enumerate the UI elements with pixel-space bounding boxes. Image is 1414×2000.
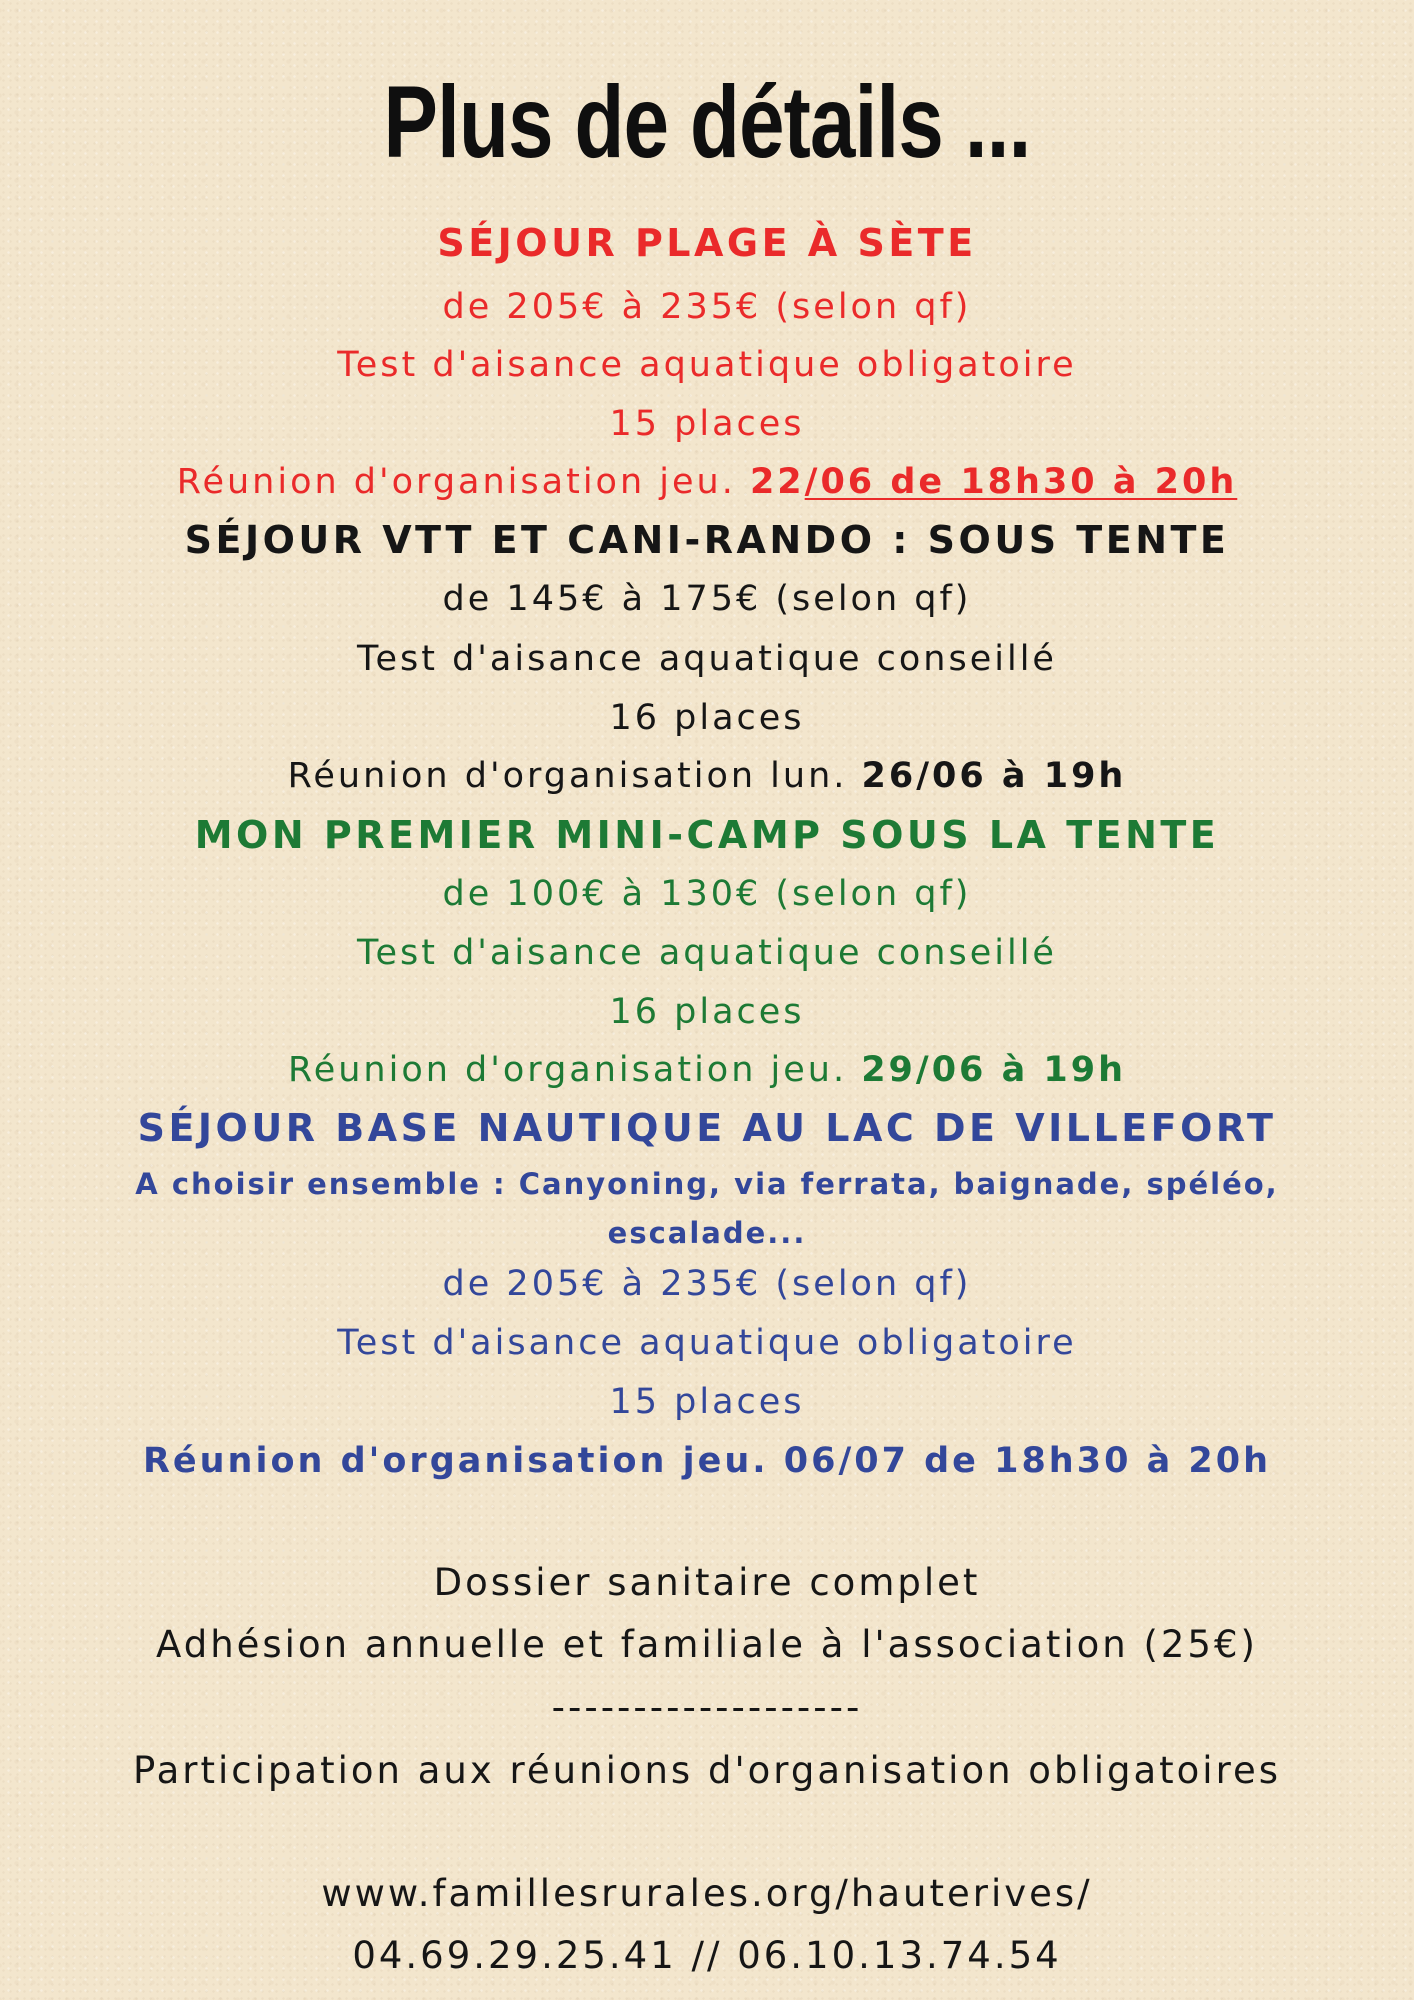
website-link[interactable]: www.famillesrurales.org/hauterives/ <box>321 1872 1093 1915</box>
sete-meeting-date-day: 22 <box>749 462 805 502</box>
sete-meeting-date-link[interactable]: /06 de 18h30 à 20h <box>804 462 1238 502</box>
vtt-meeting-prefix: Réunion d'organisation lun. <box>287 756 862 796</box>
vtt-price: de 145€ à 175€ (selon qf) <box>442 579 972 619</box>
nautique-places: 15 places <box>609 1382 805 1422</box>
page-title: Plus de détails ... <box>383 65 1031 179</box>
separator: ------------------- <box>551 1686 863 1729</box>
minicamp-meeting <box>0 1045 1414 1095</box>
sete-test: Test d'aisance aquatique obligatoire <box>337 345 1077 385</box>
requirement-dossier: Dossier sanitaire complet <box>433 1561 981 1604</box>
sete-meeting-prefix: Réunion d'organisation jeu. <box>176 462 750 502</box>
vtt-places: 16 places <box>609 698 805 738</box>
vtt-test: Test d'aisance aquatique conseillé <box>357 639 1057 679</box>
minicamp-price: de 100€ à 130€ (selon qf) <box>442 874 972 914</box>
nautique-test: Test d'aisance aquatique obligatoire <box>337 1323 1077 1363</box>
nautique-activities-line1: A choisir ensemble : Canyoning, via ferrata, baignade, spéléo, <box>135 1167 1279 1201</box>
minicamp-meeting-prefix: Réunion d'organisation jeu. <box>287 1050 862 1090</box>
nautique-price: de 205€ à 235€ (selon qf) <box>442 1264 972 1304</box>
sete-places: 15 places <box>609 404 805 444</box>
sete-price: de 205€ à 235€ (selon qf) <box>442 287 972 327</box>
minicamp-places: 16 places <box>609 992 805 1032</box>
minicamp-meeting-date: 29/06 à 19h <box>861 1050 1127 1090</box>
requirement-participation: Participation aux réunions d'organisation obligatoires <box>132 1749 1282 1792</box>
sete-meeting <box>0 457 1414 507</box>
nautique-activities-line2: escalade... <box>607 1216 807 1250</box>
minicamp-heading: MON PREMIER MINI-CAMP SOUS LA TENTE <box>194 813 1220 857</box>
requirement-adhesion: Adhésion annuelle et familiale à l'association (25€) <box>156 1623 1258 1666</box>
nautique-meeting: Réunion d'organisation jeu. 06/07 de 18h30 à 20h <box>142 1441 1272 1481</box>
sete-heading: SÉJOUR PLAGE À SÈTE <box>437 221 977 265</box>
vtt-meeting-date: 26/06 à 19h <box>861 756 1127 796</box>
vtt-meeting <box>0 751 1414 801</box>
nautique-heading: SÉJOUR BASE NAUTIQUE AU LAC DE VILLEFORT <box>137 1106 1277 1150</box>
phone-numbers: 04.69.29.25.41 // 06.10.13.74.54 <box>352 1934 1062 1977</box>
minicamp-test: Test d'aisance aquatique conseillé <box>357 933 1057 973</box>
vtt-heading: SÉJOUR VTT ET CANI-RANDO : SOUS TENTE <box>184 518 1230 562</box>
